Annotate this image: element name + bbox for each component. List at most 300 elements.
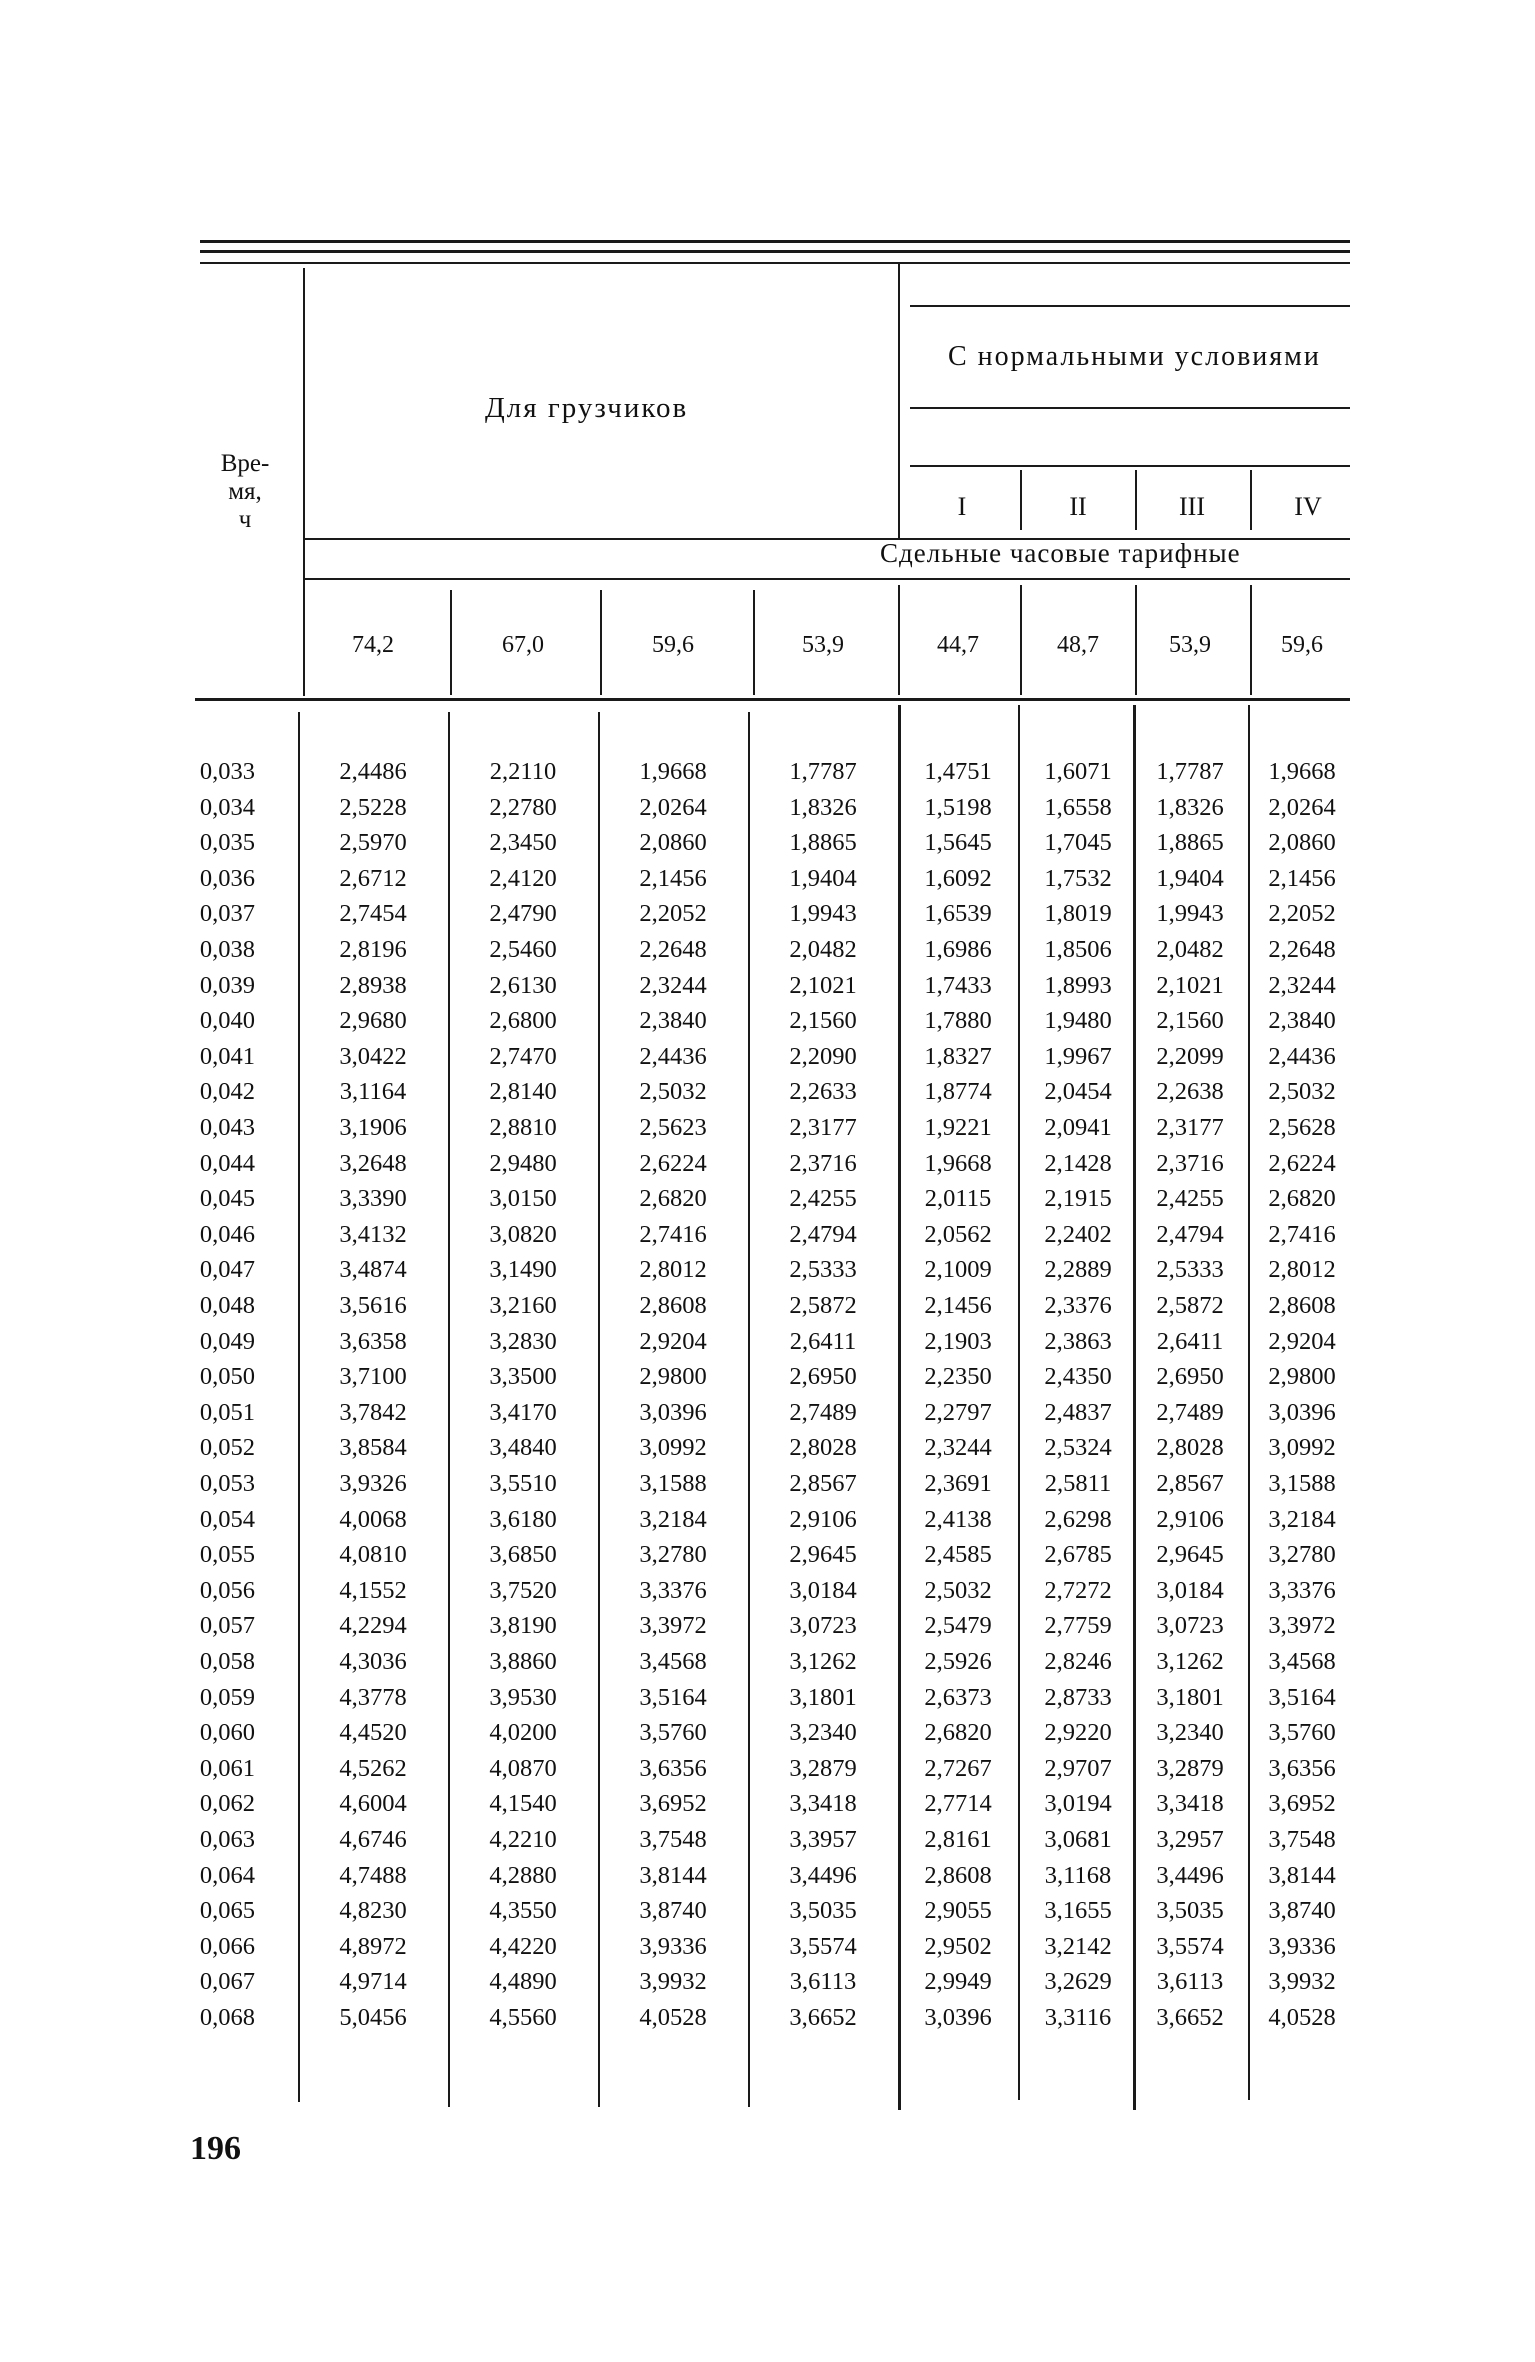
value-cell: 2,0454 [1044,1078,1112,1105]
value-cell: 2,5460 [489,936,557,963]
value-cell: 2,5628 [1268,1114,1336,1141]
value-cell: 1,5645 [924,829,992,856]
header-vline-grade-1 [1020,470,1022,530]
value-cell: 3,6358 [339,1328,407,1355]
value-cell: 3,1490 [489,1256,557,1283]
value-cell: 2,1428 [1044,1150,1112,1177]
value-cell: 3,0396 [924,2004,992,2031]
value-cell: 4,0810 [339,1541,407,1568]
value-cell: 3,4132 [339,1221,407,1248]
value-cell: 3,5164 [1268,1684,1336,1711]
value-cell: 2,4486 [339,758,407,785]
value-cell: 2,4837 [1044,1399,1112,1426]
time-cell: 0,041 [199,1043,255,1070]
value-cell: 3,6180 [489,1506,557,1533]
value-cell: 4,8972 [339,1933,407,1960]
value-cell: 2,8733 [1044,1684,1112,1711]
value-cell: 3,9932 [639,1968,707,1995]
value-cell: 2,9204 [1268,1328,1336,1355]
value-cell: 1,4751 [924,758,992,785]
time-cell: 0,066 [199,1933,255,1960]
value-cell: 3,2184 [639,1506,707,1533]
rate-header-5: 44,7 [937,632,979,658]
value-cell: 3,4840 [489,1434,557,1461]
value-cell: 3,7548 [639,1826,707,1853]
value-cell: 1,8993 [1044,972,1112,999]
value-cell: 3,4568 [1268,1648,1336,1675]
value-cell: 4,6746 [339,1826,407,1853]
time-cell: 0,034 [199,794,255,821]
time-cell: 0,047 [199,1256,255,1283]
top-double-rule-2 [200,250,1350,253]
value-cell: 2,9220 [1044,1719,1112,1746]
time-header-line-2: мя, [228,478,262,505]
time-cell: 0,033 [199,758,255,785]
value-cell: 2,6950 [1156,1363,1224,1390]
value-cell: 3,5164 [639,1684,707,1711]
value-cell: 2,8012 [1268,1256,1336,1283]
value-cell: 2,3716 [1156,1150,1224,1177]
value-cell: 2,9480 [489,1150,557,1177]
body-vline-4 [898,705,901,2110]
value-cell: 1,9480 [1044,1007,1112,1034]
value-cell: 2,3177 [1156,1114,1224,1141]
value-cell: 3,4874 [339,1256,407,1283]
value-cell: 3,9530 [489,1684,557,1711]
value-cell: 3,0992 [1268,1434,1336,1461]
value-cell: 4,4520 [339,1719,407,1746]
normal-conditions-bottom-rule [910,407,1350,409]
value-cell: 2,5872 [789,1292,857,1319]
value-cell: 2,9707 [1044,1755,1112,1782]
value-cell: 2,2648 [639,936,707,963]
rate-header-3: 59,6 [652,632,694,658]
value-cell: 2,8140 [489,1078,557,1105]
value-cell: 2,5032 [639,1078,707,1105]
value-cell: 2,4790 [489,900,557,927]
value-cell: 2,6820 [1268,1185,1336,1212]
header-bottom-rule [195,698,1350,701]
value-cell: 4,6004 [339,1790,407,1817]
rate-header-8: 59,6 [1281,632,1323,658]
value-cell: 1,7433 [924,972,992,999]
rate-header-1: 74,2 [352,632,394,658]
value-cell: 2,8810 [489,1114,557,1141]
value-cell: 4,0200 [489,1719,557,1746]
value-cell: 3,6113 [1156,1968,1224,1995]
value-cell: 4,3778 [339,1684,407,1711]
value-cell: 3,2957 [1156,1826,1224,1853]
value-cell: 3,6652 [1156,2004,1224,2031]
value-cell: 4,8230 [339,1897,407,1924]
body-vline-5 [1018,705,1020,2100]
value-cell: 5,0456 [339,2004,407,2031]
value-cell: 3,4170 [489,1399,557,1426]
value-cell: 2,9106 [1156,1506,1224,1533]
value-cell: 2,6820 [639,1185,707,1212]
loaders-title: Для грузчиков [485,392,689,424]
value-cell: 3,3376 [639,1577,707,1604]
value-cell: 4,1552 [339,1577,407,1604]
value-cell: 2,3244 [1268,972,1336,999]
value-cell: 1,6986 [924,936,992,963]
value-cell: 3,5574 [789,1933,857,1960]
value-cell: 2,6950 [789,1363,857,1390]
value-cell: 3,0992 [639,1434,707,1461]
value-cell: 3,0396 [639,1399,707,1426]
value-cell: 3,1801 [1156,1684,1224,1711]
rates-vline-3 [753,590,755,695]
value-cell: 4,1540 [489,1790,557,1817]
header-vline-time [303,268,305,696]
value-cell: 2,2889 [1044,1256,1112,1283]
rate-header-2: 67,0 [502,632,544,658]
value-cell: 3,1655 [1044,1897,1112,1924]
time-cell: 0,037 [199,900,255,927]
time-cell: 0,050 [199,1363,255,1390]
value-cell: 2,7272 [1044,1577,1112,1604]
time-cell: 0,068 [199,2004,255,2031]
value-cell: 2,1560 [1156,1007,1224,1034]
time-cell: 0,049 [199,1328,255,1355]
value-cell: 3,2648 [339,1150,407,1177]
value-cell: 3,3500 [489,1363,557,1390]
value-cell: 3,2879 [789,1755,857,1782]
rates-vline-1 [450,590,452,695]
value-cell: 2,7489 [789,1399,857,1426]
value-cell: 2,9055 [924,1897,992,1924]
time-cell: 0,043 [199,1114,255,1141]
time-cell: 0,056 [199,1577,255,1604]
value-cell: 3,8144 [1268,1862,1336,1889]
time-cell: 0,040 [199,1007,255,1034]
value-cell: 2,2797 [924,1399,992,1426]
value-cell: 2,9949 [924,1968,992,1995]
value-cell: 1,8326 [1156,794,1224,821]
value-cell: 4,7488 [339,1862,407,1889]
time-header-line-1: Вре- [220,450,270,477]
time-cell: 0,044 [199,1150,255,1177]
value-cell: 3,0422 [339,1043,407,1070]
value-cell: 1,8506 [1044,936,1112,963]
value-cell: 2,8028 [789,1434,857,1461]
value-cell: 1,5198 [924,794,992,821]
normal-conditions-top-rule [910,305,1350,307]
value-cell: 3,3116 [1044,2004,1112,2031]
value-cell: 3,0723 [789,1612,857,1639]
value-cell: 2,5333 [789,1256,857,1283]
value-cell: 3,4496 [1156,1862,1224,1889]
value-cell: 3,3972 [1268,1612,1336,1639]
value-cell: 2,8608 [1268,1292,1336,1319]
value-cell: 3,2340 [1156,1719,1224,1746]
value-cell: 2,3840 [1268,1007,1336,1034]
value-cell: 2,9680 [339,1007,407,1034]
value-cell: 2,6820 [924,1719,992,1746]
value-cell: 2,4436 [639,1043,707,1070]
value-cell: 1,8865 [789,829,857,856]
value-cell: 2,0860 [1268,829,1336,856]
value-cell: 3,6652 [789,2004,857,2031]
value-cell: 2,9800 [639,1363,707,1390]
time-cell: 0,062 [199,1790,255,1817]
value-cell: 2,2110 [489,758,557,785]
value-cell: 3,2160 [489,1292,557,1319]
value-cell: 2,5970 [339,829,407,856]
value-cell: 2,5926 [924,1648,992,1675]
value-cell: 2,1915 [1044,1185,1112,1212]
value-cell: 1,9221 [924,1114,992,1141]
time-cell: 0,055 [199,1541,255,1568]
value-cell: 3,2142 [1044,1933,1112,1960]
value-cell: 3,9326 [339,1470,407,1497]
time-cell: 0,038 [199,936,255,963]
value-cell: 2,0482 [789,936,857,963]
value-cell: 2,5032 [1268,1078,1336,1105]
value-cell: 4,5560 [489,2004,557,2031]
time-cell: 0,059 [199,1684,255,1711]
value-cell: 3,0396 [1268,1399,1336,1426]
grade-iv: IV [1294,492,1322,521]
value-cell: 2,7759 [1044,1612,1112,1639]
value-cell: 2,6373 [924,1684,992,1711]
value-cell: 2,6785 [1044,1541,1112,1568]
value-cell: 2,5872 [1156,1292,1224,1319]
body-vline-2 [598,712,600,2107]
value-cell: 3,2629 [1044,1968,1112,1995]
value-cell: 1,8019 [1044,900,1112,927]
value-cell: 2,1456 [1268,865,1336,892]
value-cell: 1,7045 [1044,829,1112,856]
rate-header-4: 53,9 [802,632,844,658]
time-cell: 0,053 [199,1470,255,1497]
grade-iii: III [1179,492,1205,521]
value-cell: 3,4568 [639,1648,707,1675]
value-cell: 4,2294 [339,1612,407,1639]
value-cell: 2,8196 [339,936,407,963]
value-cell: 1,8326 [789,794,857,821]
value-cell: 3,9336 [639,1933,707,1960]
value-cell: 3,3390 [339,1185,407,1212]
value-cell: 2,3244 [924,1434,992,1461]
value-cell: 2,3244 [639,972,707,999]
rates-title: Сдельные часовые тарифные [880,538,1241,568]
value-cell: 1,9943 [789,900,857,927]
time-cell: 0,048 [199,1292,255,1319]
page-number: 196 [190,2130,241,2167]
value-cell: 3,0723 [1156,1612,1224,1639]
value-cell: 3,5760 [1268,1719,1336,1746]
rate-header-6: 48,7 [1057,632,1099,658]
time-cell: 0,060 [199,1719,255,1746]
value-cell: 2,6224 [639,1150,707,1177]
value-cell: 3,7520 [489,1577,557,1604]
value-cell: 3,6113 [789,1968,857,1995]
value-cell: 2,3691 [924,1470,992,1497]
value-cell: 2,1560 [789,1007,857,1034]
value-cell: 2,5324 [1044,1434,1112,1461]
value-cell: 2,2780 [489,794,557,821]
value-cell: 3,2184 [1268,1506,1336,1533]
value-cell: 2,2648 [1268,936,1336,963]
value-cell: 4,0870 [489,1755,557,1782]
value-cell: 3,6356 [1268,1755,1336,1782]
value-cell: 1,9967 [1044,1043,1112,1070]
value-cell: 3,9336 [1268,1933,1336,1960]
value-cell: 3,1588 [1268,1470,1336,1497]
value-cell: 2,8567 [1156,1470,1224,1497]
value-cell: 2,4350 [1044,1363,1112,1390]
time-cell: 0,039 [199,972,255,999]
value-cell: 4,0068 [339,1506,407,1533]
value-cell: 2,8028 [1156,1434,1224,1461]
value-cell: 3,8584 [339,1434,407,1461]
value-cell: 4,2210 [489,1826,557,1853]
time-header-line-3: ч [238,506,252,533]
rates-vline-2 [600,590,602,695]
value-cell: 2,1903 [924,1328,992,1355]
value-cell: 1,9668 [924,1150,992,1177]
value-cell: 3,5760 [639,1719,707,1746]
value-cell: 1,6539 [924,900,992,927]
value-cell: 2,7714 [924,1790,992,1817]
value-cell: 2,7416 [1268,1221,1336,1248]
value-cell: 1,6558 [1044,794,1112,821]
value-cell: 1,8865 [1156,829,1224,856]
header-vline-grade-2 [1135,470,1137,530]
value-cell: 2,4120 [489,865,557,892]
value-cell: 2,3840 [639,1007,707,1034]
grades-top-rule [910,465,1350,467]
value-cell: 2,2099 [1156,1043,1224,1070]
value-cell: 2,2350 [924,1363,992,1390]
time-cell: 0,065 [199,1897,255,1924]
value-cell: 2,3376 [1044,1292,1112,1319]
value-cell: 3,0820 [489,1221,557,1248]
grade-i: I [957,492,967,521]
time-cell: 0,051 [199,1399,255,1426]
time-column-header [200,450,290,534]
value-cell: 2,5333 [1156,1256,1224,1283]
value-cell: 2,4436 [1268,1043,1336,1070]
rates-top-rule [305,578,1350,580]
body-vline-7 [1248,705,1250,2100]
value-cell: 2,1009 [924,1256,992,1283]
value-cell: 3,2340 [789,1719,857,1746]
top-rule-3 [200,262,1350,264]
value-cell: 2,4794 [1156,1221,1224,1248]
header-vline-grade-3 [1250,470,1252,530]
top-double-rule-1 [200,240,1350,243]
value-cell: 3,8740 [1268,1897,1336,1924]
value-cell: 3,5616 [339,1292,407,1319]
value-cell: 3,8860 [489,1648,557,1675]
value-cell: 2,6411 [789,1328,857,1355]
value-cell: 2,5228 [339,794,407,821]
value-cell: 2,7489 [1156,1399,1224,1426]
value-cell: 3,8144 [639,1862,707,1889]
value-cell: 3,9932 [1268,1968,1336,1995]
value-cell: 3,3972 [639,1612,707,1639]
time-cell: 0,042 [199,1078,255,1105]
value-cell: 4,2880 [489,1862,557,1889]
header-vline-group [898,262,900,538]
value-cell: 3,1588 [639,1470,707,1497]
value-cell: 2,7267 [924,1755,992,1782]
value-cell: 4,3550 [489,1897,557,1924]
value-cell: 3,2879 [1156,1755,1224,1782]
value-cell: 4,4890 [489,1968,557,1995]
value-cell: 2,8246 [1044,1648,1112,1675]
value-cell: 2,3177 [789,1114,857,1141]
value-cell: 3,0194 [1044,1790,1112,1817]
value-cell: 2,8608 [639,1292,707,1319]
body-vline-6 [1133,705,1136,2110]
time-cell: 0,061 [199,1755,255,1782]
value-cell: 1,9404 [1156,865,1224,892]
value-cell: 3,8190 [489,1612,557,1639]
value-cell: 3,4496 [789,1862,857,1889]
value-cell: 4,5262 [339,1755,407,1782]
value-cell: 2,1456 [924,1292,992,1319]
value-cell: 3,2780 [1268,1541,1336,1568]
value-cell: 1,8774 [924,1078,992,1105]
value-cell: 1,9668 [1268,758,1336,785]
value-cell: 2,9502 [924,1933,992,1960]
value-cell: 3,0681 [1044,1826,1112,1853]
time-cell: 0,052 [199,1434,255,1461]
value-cell: 2,6224 [1268,1150,1336,1177]
grade-ii: II [1069,492,1087,521]
value-cell: 2,5623 [639,1114,707,1141]
body-vline-0 [298,712,300,2102]
value-cell: 2,4585 [924,1541,992,1568]
value-cell: 1,9943 [1156,900,1224,927]
value-cell: 1,6092 [924,865,992,892]
time-cell: 0,035 [199,829,255,856]
value-cell: 3,3957 [789,1826,857,1853]
time-cell: 0,036 [199,865,255,892]
value-cell: 2,1456 [639,865,707,892]
value-cell: 4,9714 [339,1968,407,1995]
value-cell: 2,9645 [789,1541,857,1568]
value-cell: 3,5510 [489,1470,557,1497]
time-cell: 0,057 [199,1612,255,1639]
value-cell: 1,9668 [639,758,707,785]
value-cell: 3,1906 [339,1114,407,1141]
rate-header-7: 53,9 [1169,632,1211,658]
value-cell: 2,5479 [924,1612,992,1639]
value-cell: 2,7416 [639,1221,707,1248]
value-cell: 1,7532 [1044,865,1112,892]
value-cell: 2,0941 [1044,1114,1112,1141]
value-cell: 2,9106 [789,1506,857,1533]
value-cell: 3,6952 [1268,1790,1336,1817]
value-cell: 2,8161 [924,1826,992,1853]
value-cell: 2,0482 [1156,936,1224,963]
value-cell: 2,3863 [1044,1328,1112,1355]
value-cell: 2,2052 [639,900,707,927]
value-cell: 2,2090 [789,1043,857,1070]
value-cell: 4,0528 [639,2004,707,2031]
time-cell: 0,046 [199,1221,255,1248]
value-cell: 2,0562 [924,1221,992,1248]
value-cell: 2,9645 [1156,1541,1224,1568]
value-cell: 2,4255 [1156,1185,1224,1212]
value-cell: 3,0184 [1156,1577,1224,1604]
value-cell: 2,6712 [339,865,407,892]
value-cell: 4,4220 [489,1933,557,1960]
